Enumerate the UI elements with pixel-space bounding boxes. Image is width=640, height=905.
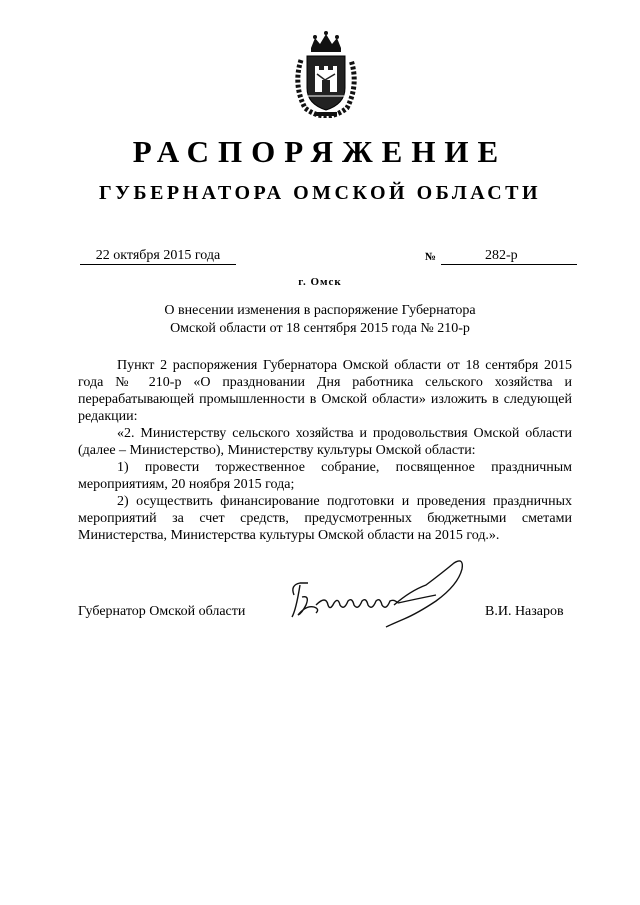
document-number: 282-р xyxy=(485,248,518,263)
document-date: 22 октября 2015 года xyxy=(80,247,236,265)
document-subject xyxy=(0,302,640,338)
document-type-title: РАСПОРЯЖЕНИЕ xyxy=(132,134,508,169)
subject-line: О внесении изменения в распоряжение Губернатора xyxy=(164,303,476,318)
body-paragraph: 1) провести торжественное собрание, посвященное праздничным мероприятиям, 20 ноября 2015 года; xyxy=(78,460,572,492)
body-paragraph: Пункт 2 распоряжения Губернатора Омской области от 18 сентября 2015 года № 210-р «О праздновании Дня работника сельского хозяйства и перерабатывающей промышленности в Омской области» изложить в следующей редакции: xyxy=(78,358,572,424)
document-author-title: ГУБЕРНАТОРА ОМСКОЙ ОБЛАСТИ xyxy=(98,182,542,204)
signer-name: В.И. Назаров xyxy=(485,604,564,619)
number-sign: № xyxy=(425,251,437,263)
document-city: г. Омск xyxy=(298,276,342,288)
subject-line: Омской области от 18 сентября 2015 года № 210-р xyxy=(170,321,470,336)
handwritten-signature xyxy=(286,555,476,635)
document-body xyxy=(78,357,572,544)
body-paragraph: 2) осуществить финансирование подготовки и проведения праздничных мероприятий за счет средств, предусмотренных бюджетными сметами Министерства, Министерства культуры Омской области на 2015 год.». xyxy=(78,494,572,543)
document-number-field xyxy=(441,247,577,265)
coat-of-arms-emblem xyxy=(291,30,361,118)
body-paragraph: «2. Министерству сельского хозяйства и продовольствия Омской области (далее – Министерство), Министерству культуры Омской области: xyxy=(78,426,572,458)
signer-position: Губернатор Омской области xyxy=(78,604,246,619)
